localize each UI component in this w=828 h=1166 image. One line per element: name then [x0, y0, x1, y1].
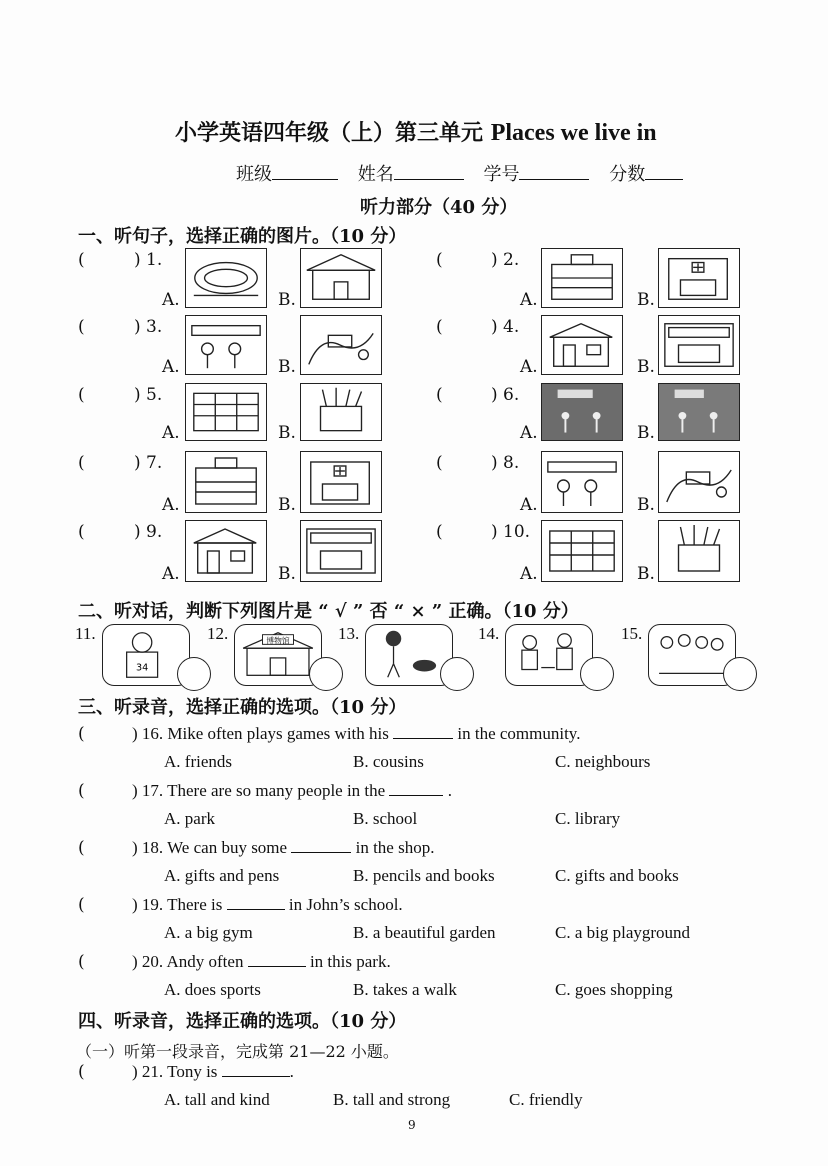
option-a[interactable]: A. park: [164, 809, 215, 828]
question-number: ) 4.: [491, 317, 520, 337]
girl-at-desk-icon[interactable]: [541, 451, 623, 513]
question-number: ) 3.: [134, 317, 163, 337]
question-number: ) 2.: [491, 250, 520, 270]
option-a-label: A.: [520, 290, 538, 310]
dance-room-icon[interactable]: [658, 383, 740, 441]
option-b[interactable]: B. pencils and books: [353, 866, 495, 885]
option-a-label: A.: [520, 423, 538, 443]
option-b-label: B.: [278, 290, 296, 310]
option-b-label: B.: [637, 564, 655, 584]
option-b-label: B.: [278, 423, 296, 443]
item-number: 15.: [621, 624, 643, 643]
park-sign-icon[interactable]: [300, 315, 382, 375]
kids-playing-icon[interactable]: [300, 451, 382, 513]
girl-bookshelf-icon[interactable]: [658, 451, 740, 513]
answer-paren[interactable]: (: [436, 522, 443, 542]
option-b-label: B.: [278, 495, 296, 515]
option-b[interactable]: B. school: [353, 809, 418, 828]
answer-paren[interactable]: (: [78, 895, 85, 915]
hospital-icon[interactable]: [658, 248, 740, 308]
option-a-label: A.: [162, 290, 180, 310]
option-b-label: B.: [637, 495, 655, 515]
class-label: 班级: [236, 164, 272, 185]
option-21-b[interactable]: B. tall and strong: [333, 1090, 451, 1109]
question-number: ) 5.: [134, 385, 163, 405]
option-b[interactable]: B. a beautiful garden: [353, 923, 496, 942]
question-number: ) 6.: [491, 385, 520, 405]
toilet-building-icon[interactable]: [541, 315, 623, 375]
section2-heading: 二、听对话，判断下列图片是 “ √ ” 否 “ × ” 正确。（10 分）: [78, 601, 579, 622]
item-number: 12.: [207, 624, 229, 643]
option-b-label: B.: [637, 290, 655, 310]
answer-paren[interactable]: (: [78, 1062, 85, 1082]
option-21-a[interactable]: A. tall and kind: [164, 1090, 270, 1109]
answer-paren[interactable]: (: [436, 317, 443, 337]
title-cn: 小学英语四年级（上）第三单元: [175, 120, 484, 146]
option-a-label: A.: [162, 423, 180, 443]
question-number: ) 1.: [134, 250, 163, 270]
option-c[interactable]: C. gifts and books: [555, 866, 679, 885]
option-b[interactable]: B. takes a walk: [353, 980, 457, 999]
answer-paren[interactable]: (: [78, 952, 85, 972]
question-16: ) 16. Mike often plays games with his in the community.: [132, 724, 581, 743]
answer-paren[interactable]: (: [78, 385, 85, 405]
question-19: ) 19. There is in John’s school.: [132, 895, 403, 914]
option-a-label: A.: [162, 564, 180, 584]
option-a-label: A.: [520, 357, 538, 377]
question-20: ) 20. Andy often in this park.: [132, 952, 391, 971]
answer-paren[interactable]: (: [78, 250, 85, 270]
item-number: 14.: [478, 624, 500, 643]
option-b-label: B.: [637, 357, 655, 377]
item-number: 11.: [75, 624, 96, 643]
option-b-label: B.: [278, 357, 296, 377]
library-shelves-icon[interactable]: [185, 383, 267, 441]
option-a[interactable]: A. friends: [164, 752, 232, 771]
question-number: ) 7.: [134, 453, 163, 473]
answer-paren[interactable]: (: [78, 522, 85, 542]
option-a-label: A.: [520, 564, 538, 584]
question-number: ) 8.: [491, 453, 520, 473]
option-c[interactable]: C. neighbours: [555, 752, 651, 771]
boys-sharing-icon[interactable]: [541, 520, 623, 582]
option-a[interactable]: A. gifts and pens: [164, 866, 280, 885]
answer-paren[interactable]: (: [78, 453, 85, 473]
bookstore-icon[interactable]: [658, 315, 740, 375]
answer-circle[interactable]: [440, 657, 474, 691]
answer-circle[interactable]: [177, 657, 211, 691]
number-label: 学号: [483, 164, 520, 185]
dance-class-icon[interactable]: [541, 383, 623, 441]
answer-paren[interactable]: (: [436, 250, 443, 270]
question-17: ) 17. There are so many people in the .: [132, 781, 452, 800]
answer-paren[interactable]: (: [78, 317, 85, 337]
option-b[interactable]: B. cousins: [353, 752, 424, 771]
question-18: ) 18. We can buy some in the shop.: [132, 838, 435, 857]
answer-paren[interactable]: (: [78, 724, 85, 744]
score-blank[interactable]: [645, 163, 683, 180]
option-c[interactable]: C. goes shopping: [555, 980, 673, 999]
boys-fighting-icon[interactable]: [658, 520, 740, 582]
page-number: 9: [408, 1118, 416, 1132]
boy-mopping-icon[interactable]: [185, 520, 267, 582]
option-b-label: B.: [278, 564, 296, 584]
option-21-c[interactable]: C. friendly: [509, 1090, 583, 1109]
option-c[interactable]: C. a big playground: [555, 923, 691, 942]
option-a-label: A.: [162, 495, 180, 515]
page-title: [175, 116, 657, 147]
option-a[interactable]: A. a big gym: [164, 923, 253, 942]
running-track-icon[interactable]: [185, 248, 267, 308]
question-number: ) 9.: [134, 522, 163, 542]
section4-subheading: （一）听第一段录音，完成第 21—22 小题。: [76, 1042, 399, 1061]
old-building-icon[interactable]: [300, 248, 382, 308]
answer-paren[interactable]: (: [436, 385, 443, 405]
item-number: 13.: [338, 624, 360, 643]
answer-circle[interactable]: [309, 657, 343, 691]
question-21: ) 21. Tony is .: [132, 1062, 294, 1081]
question-number: ) 10.: [491, 522, 531, 542]
school-building-icon[interactable]: [541, 248, 623, 308]
name-blank[interactable]: [394, 163, 464, 180]
svg-text:博物馆: 博物馆: [266, 636, 290, 646]
option-c[interactable]: C. library: [555, 809, 621, 828]
option-a[interactable]: A. does sports: [164, 980, 261, 999]
option-a-label: A.: [520, 495, 538, 515]
pencil-holder-icon[interactable]: [300, 383, 382, 441]
section3-heading: 三、听录音，选择正确的选项。（10 分）: [78, 697, 407, 718]
listening-subtitle: 听力部分（40 分）: [360, 197, 518, 218]
class-blank[interactable]: [272, 163, 338, 180]
kids-soccer-icon[interactable]: [300, 520, 382, 582]
kids-watching-icon[interactable]: [185, 451, 267, 513]
svg-text:34: 34: [135, 662, 149, 674]
title-en: Places we live in: [490, 120, 657, 146]
answer-circle[interactable]: [580, 657, 614, 691]
score-label: 分数: [609, 164, 646, 185]
section4-heading: 四、听录音，选择正确的选项。（10 分）: [78, 1011, 407, 1032]
section1-heading: 一、听句子，选择正确的图片。（10 分）: [78, 226, 407, 247]
number-blank[interactable]: [519, 163, 589, 180]
option-a-label: A.: [162, 357, 180, 377]
street-scene-icon[interactable]: [185, 315, 267, 375]
name-label: 姓名: [357, 164, 394, 185]
answer-circle[interactable]: [723, 657, 757, 691]
answer-paren[interactable]: (: [78, 838, 85, 858]
option-b-label: B.: [637, 423, 655, 443]
student-info-line: [236, 160, 697, 186]
answer-paren[interactable]: (: [78, 781, 85, 801]
answer-paren[interactable]: (: [436, 453, 443, 473]
